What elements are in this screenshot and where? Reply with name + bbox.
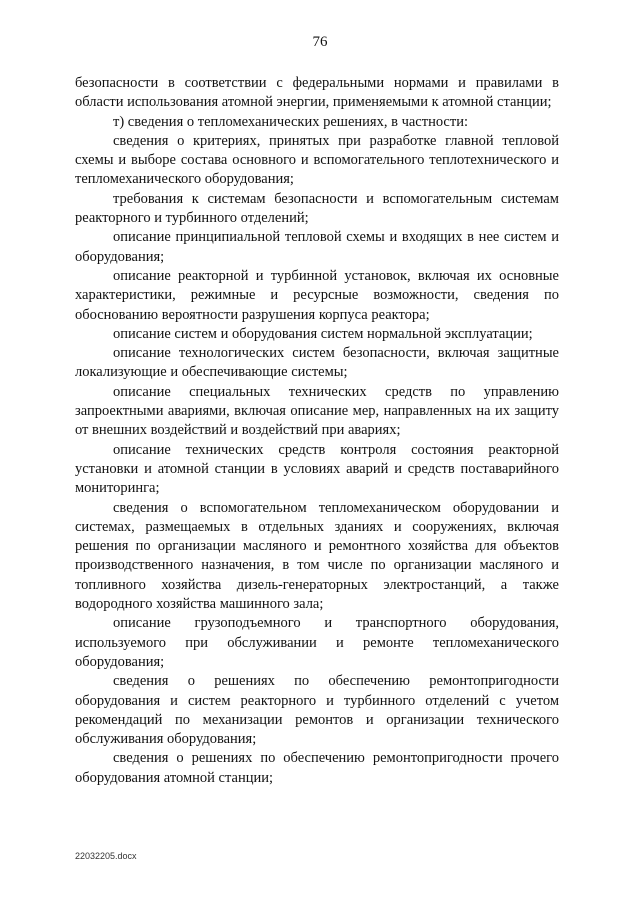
paragraph-2: т) сведения о тепломеханических решениях, в частности: (113, 113, 468, 130)
paragraph-14: сведения о решениях по обеспечению ремонтопригодности прочего оборудования атомной станции; (75, 750, 559, 786)
paragraph-9: описание специальных технических средств по управлению запроектными авариями, включая описание мер, направленных на их защиту от внешних воздействий и воздействий при авариях; (75, 383, 559, 439)
paragraph-3: сведения о критериях, принятых при разработке главной тепловой схемы и выборе состава основного и вспомогательного теплотехнического и тепломеханического оборудования; (75, 132, 559, 188)
paragraph-12: описание грузоподъемного и транспортного оборудования, используемого при обслуживании и ремонте тепломеханического оборудования; (75, 615, 559, 670)
paragraph-7: описание систем и оборудования систем нормальной эксплуатации; (113, 325, 533, 342)
paragraph-10: описание технических средств контроля состояния реакторной установки и атомной станции в условиях аварий и средств поставарийного мониторинга; (75, 441, 559, 497)
paragraph-5: описание принципиальной тепловой схемы и входящих в нее систем и оборудования; (75, 229, 559, 265)
page-number: 76 (312, 34, 328, 50)
paragraph-13: сведения о решениях по обеспечению ремонтопригодности оборудования и систем реакторного и турбинного отделений с учетом рекомендаций по механизации ремонтов и организации технического обслуживания оборудования; (75, 673, 559, 748)
document-body (75, 74, 559, 788)
paragraph-8: описание технологических систем безопасности, включая защитные локализующие и обеспечивающие системы; (75, 345, 559, 381)
paragraph-11: сведения о вспомогательном тепломеханическом оборудовании и системах, размещаемых в отдельных зданиях и сооружениях, включая решения по организации масляного и ремонтного хозяйства для объектов производственного назначения, в том числе по организации масляного и топливного хозяйства дизель-генераторных электростанций, а также водородного хозяйства машинного зала; (75, 499, 559, 613)
document-filename-footer: 22032205.docx (75, 851, 137, 861)
paragraph-6: описание реакторной и турбинной установок, включая их основные характеристики, режимные и ресурсные возможности, сведения по обоснованию вероятности разрушения корпуса реактора; (75, 267, 559, 323)
paragraph-1: безопасности в соответствии с федеральными нормами и правилами в области использования атомной энергии, применяемыми к атомной станции; (75, 75, 559, 111)
paragraph-4: требования к системам безопасности и вспомогательным системам реакторного и турбинного отделений; (75, 190, 559, 227)
